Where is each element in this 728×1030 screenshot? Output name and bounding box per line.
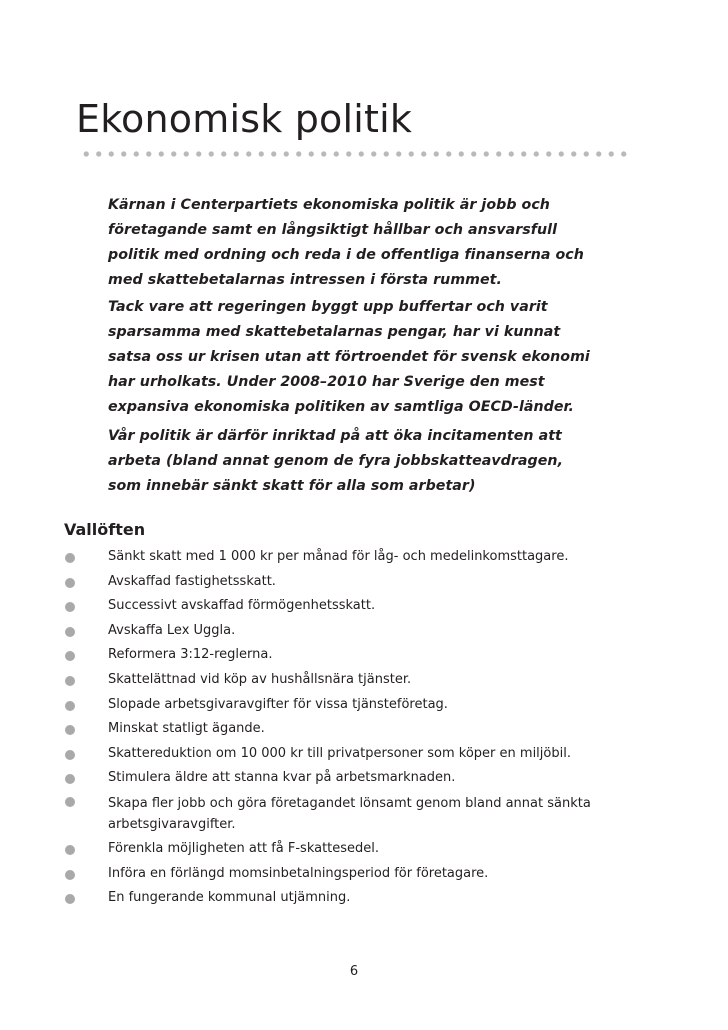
bullet-icon [65,701,75,711]
pledge-item [64,570,604,595]
pledge-text: Stimulera äldre att stanna kvar på arbetsmarknaden. [108,770,456,786]
pledge-item [64,862,604,887]
bullet-icon [65,750,75,760]
intro-paragraph: Tack vare att regeringen byggt upp buffertar och varit sparsamma med skattebetalarnas pengar, har vi kunnat satsa oss ur krisen utan att förtroendet för svensk ekonomi har urholkats. Under 2008–2010 har Sverige den mest expansiva ekonomiska politiken av samtliga OECD-länder. [108,299,590,415]
page-title: Ekonomisk politik [76,97,413,141]
intro-paragraph: Kärnan i Centerpartiets ekonomiska politik är jobb och företagande samt en långsiktigt hållbar och ansvarsfull politik med ordning och reda i de offentliga finanserna och med skattebetalarnas intressen i första rummet. [108,197,584,288]
bullet-icon [65,725,75,735]
pledge-text: Avskaffa Lex Uggla. [108,622,236,638]
bullet-icon [65,602,75,612]
pledge-text: Slopade arbetsgivaravgifter för vissa tjänsteföretag. [108,696,448,712]
pledges-heading: Vallöften [64,520,146,539]
pledge-text: En fungerande kommunal utjämning. [108,890,351,906]
pledge-item [64,643,604,668]
pledge-text: Införa en förlängd momsinbetalningsperiod för företagare. [108,865,489,881]
pledge-text: Successivt avskaffad förmögenhetsskatt. [108,598,376,614]
bullet-icon [65,578,75,588]
pledge-item [64,619,604,644]
pledges-list [64,545,604,911]
intro-section [108,193,598,503]
page-number: 6 [349,964,359,979]
pledge-item [64,668,604,693]
pledge-text: Sänkt skatt med 1 000 kr per månad för låg- och medelinkomsttagare. [108,549,569,564]
pledge-text: Skattelättnad vid köp av hushållsnära tjänster. [108,671,412,687]
pledge-item [64,693,604,718]
dotted-divider [80,150,632,158]
bullet-icon [65,553,75,563]
pledge-item [64,717,604,742]
intro-paragraph: Vår politik är därför inriktad på att öka incitamenten att arbeta (bland annat genom de fyra jobbskatteavdragen, som innebär sänkt skatt för alla som arbetar) [108,428,564,494]
pledge-item [64,766,604,791]
bullet-icon [65,774,75,784]
pledge-text: Skapa fler jobb och göra företagandet lönsamt genom bland annat sänkta arbetsgivaravgifter. [108,795,591,832]
bullet-icon [65,627,75,637]
bullet-icon [65,870,75,880]
bullet-icon [65,894,75,904]
pledge-item [64,545,604,570]
pledge-item [64,594,604,619]
pledge-text: Avskaffad fastighetsskatt. [108,573,276,589]
bullet-icon [65,676,75,686]
bullet-icon [65,651,75,661]
bullet-icon [65,797,75,807]
pledge-item [64,742,604,767]
pledge-item [64,886,604,911]
pledge-text: Reformera 3:12-reglerna. [108,647,273,663]
pledge-text: Förenkla möjligheten att få F-skattesedel. [108,840,380,856]
pledge-text: Minskat statligt ägande. [108,721,265,737]
pledge-item [64,791,604,837]
pledge-item [64,837,604,862]
pledge-text: Skattereduktion om 10 000 kr till privatpersoner som köper en miljöbil. [108,745,571,761]
bullet-icon [65,845,75,855]
